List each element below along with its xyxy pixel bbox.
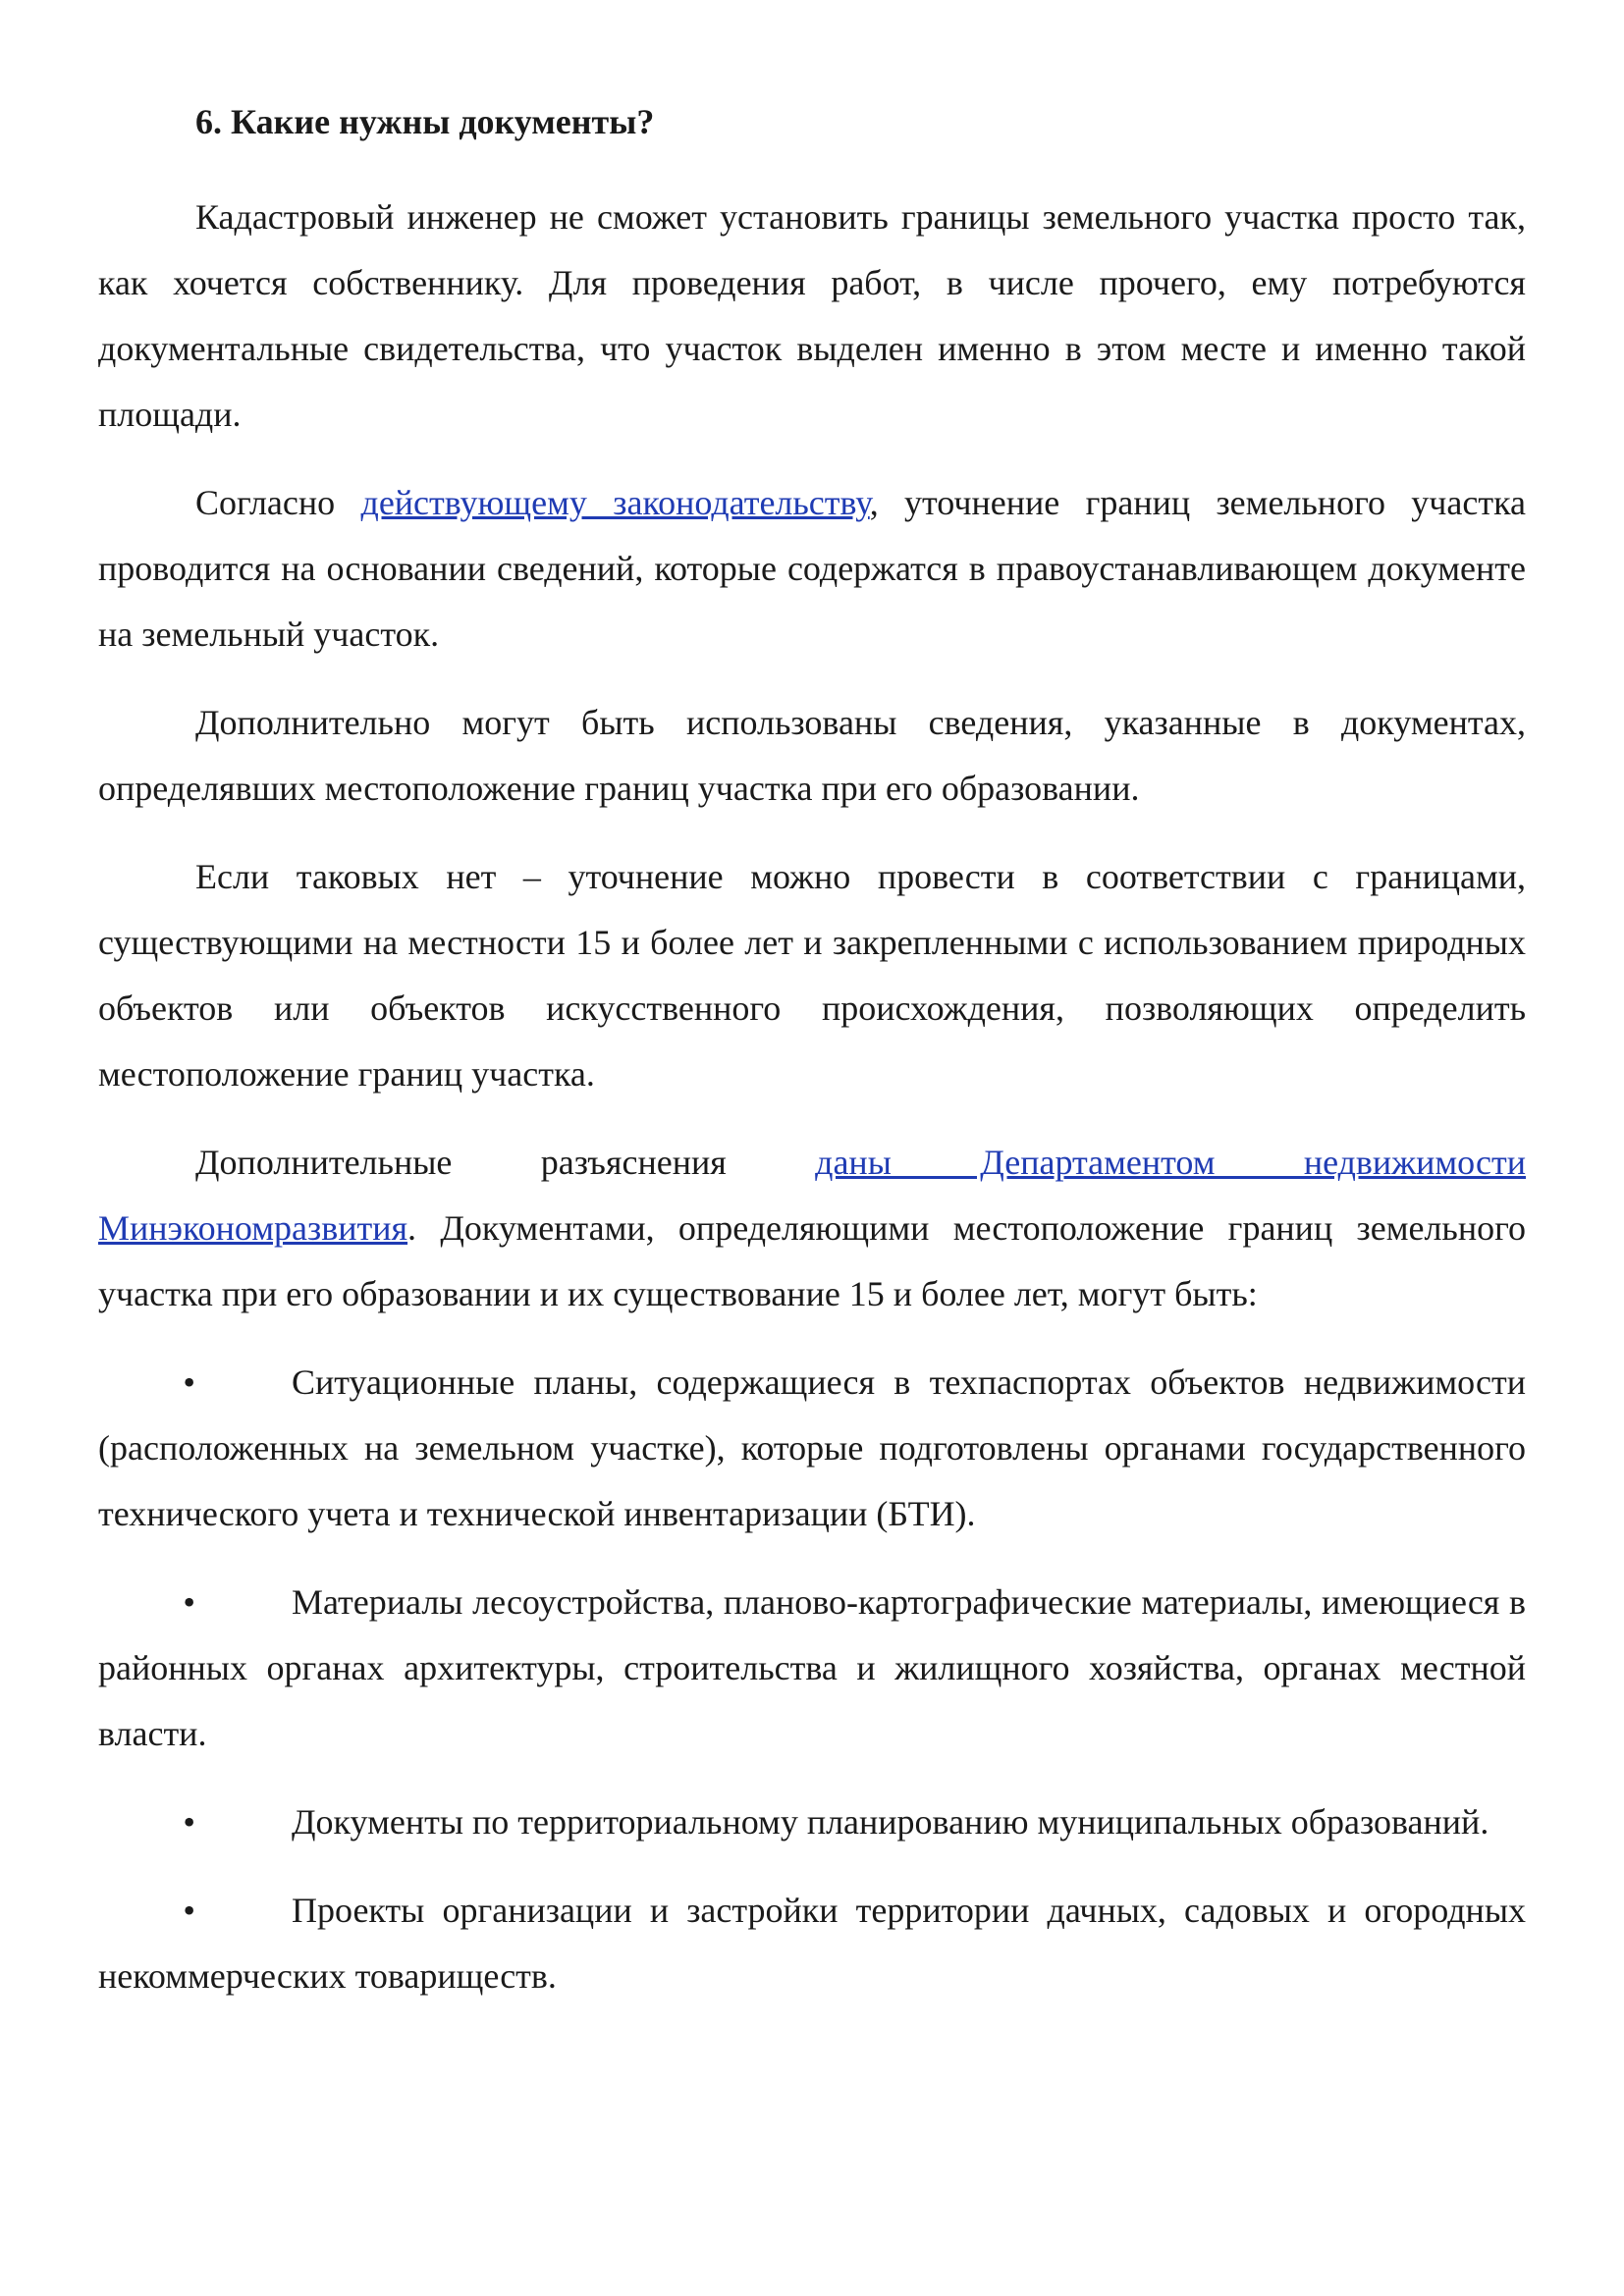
ministry-department-link[interactable]: даны Департаментом недвижимости Минэкономразвития: [98, 1143, 1526, 1248]
bullet-icon: •: [183, 1891, 195, 1930]
paragraph-additional-info: Дополнительно могут быть использованы сведения, указанные в документах, определявших местоположение границ участка при его образовании.: [98, 703, 1526, 808]
list-item: • Документы по территориальному планированию муниципальных образований.: [98, 1789, 1526, 1855]
paragraph-cadastral-engineer: Кадастровый инженер не сможет установить границы земельного участка просто так, как хочется собственнику. Для проведения работ, в числе прочего, ему потребуются документальные свидетельства, что участок выделен именно в этом месте и именно такой площади.: [98, 197, 1526, 434]
document-types-list: [98, 1350, 1526, 2009]
section-heading: 6. Какие нужны документы?: [195, 102, 655, 141]
list-item: • Материалы лесоустройства, планово-картографические материалы, имеющиеся в районных органах архитектуры, строительства и жилищного хозяйства, органах местной власти.: [98, 1570, 1526, 1767]
list-item: • Проекты организации и застройки территории дачных, садовых и огородных некоммерческих товариществ.: [98, 1878, 1526, 2009]
bullet-icon: •: [183, 1362, 195, 1402]
list-item: • Ситуационные планы, содержащиеся в техпаспортах объектов недвижимости (расположенных на земельном участке), которые подготовлены органами государственного технического учета и технической инвентаризации (БТИ).: [98, 1350, 1526, 1547]
paragraph-if-none: Если таковых нет – уточнение можно провести в соответствии с границами, существующими на местности 15 и более лет и закрепленными с использованием природных объектов или объектов искусственного происхождения, позволяющих определить местоположение границ участка.: [98, 857, 1526, 1094]
paragraph-clarifications: Дополнительные разъяснения даны Департаментом недвижимости Минэкономразвития. Документами, определяющими местоположение границ земельного участка при его образовании и их существование 15 и более лет, могут быть:: [98, 1143, 1526, 1313]
paragraph-legislation: Согласно действующему законодательству, уточнение границ земельного участка проводится на основании сведений, которые содержатся в правоустанавливающем документе на земельный участок.: [98, 483, 1527, 654]
bullet-icon: •: [183, 1802, 195, 1842]
bullet-icon: •: [183, 1582, 195, 1622]
legislation-link[interactable]: действующему законодательству: [360, 483, 870, 522]
document-page: [98, 96, 1526, 2032]
